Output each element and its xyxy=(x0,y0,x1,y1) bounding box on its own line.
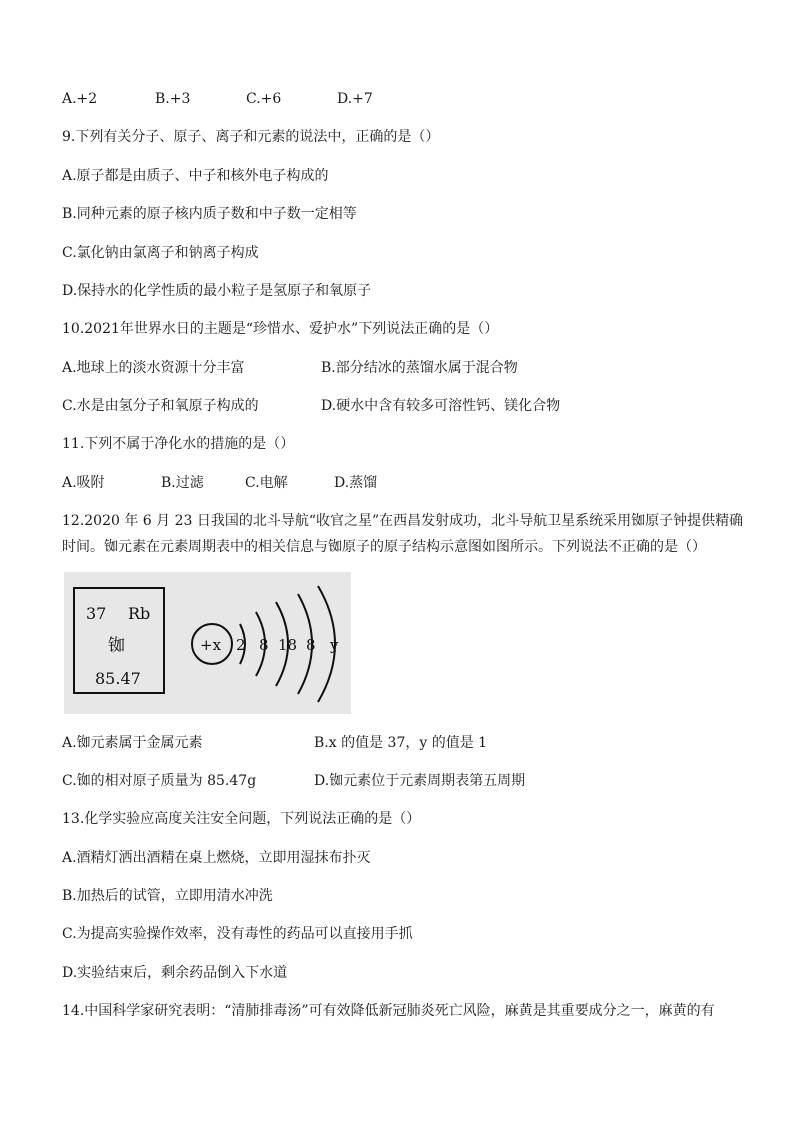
nucleus-charge: +x xyxy=(200,636,222,654)
q8-option-c[interactable]: C.+6 xyxy=(246,91,282,107)
q8-option-d[interactable]: D.+7 xyxy=(337,91,373,107)
q13-option-b[interactable]: B.加热后的试管，立即用清水冲洗 xyxy=(62,888,273,904)
q12-stem-line1: 12.2020 年 6 月 23 日我国的北斗导航“收官之星”在西昌发射成功，北斗导航卫星系统采用铷原子钟提供精确 xyxy=(62,513,744,529)
element-name: 铷 xyxy=(108,636,125,656)
q10-option-b[interactable]: B.部分结冰的蒸馏水属于混合物 xyxy=(321,360,518,376)
q11-stem: 11.下列不属于净化水的措施的是（） xyxy=(62,436,295,452)
shell-count-3: 18 xyxy=(278,636,298,654)
q12-stem-line2: 时间。铷元素在元素周期表中的相关信息与铷原子的原子结构示意图如图所示。下列说法不正确的是（） xyxy=(62,539,706,555)
q9-option-d[interactable]: D.保持水的化学性质的最小粒子是氢原子和氧原子 xyxy=(62,283,372,299)
element-atomic-number: 37 xyxy=(86,604,107,623)
q13-option-a[interactable]: A.酒精灯洒出酒精在桌上燃烧，立即用湿抹布扑灭 xyxy=(62,850,371,866)
q10-option-a[interactable]: A.地球上的淡水资源十分丰富 xyxy=(62,360,245,376)
q9-option-b[interactable]: B.同种元素的原子核内质子数和中子数一定相等 xyxy=(62,206,357,222)
shell-count-2: 8 xyxy=(259,636,269,654)
q9-stem: 9.下列有关分子、原子、离子和元素的说法中，正确的是（） xyxy=(62,129,440,145)
q12-option-d[interactable]: D.铷元素位于元素周期表第五周期 xyxy=(314,773,526,789)
q14-stem-line1: 14.中国科学家研究表明：“清肺排毒汤”可有效降低新冠肺炎死亡风险，麻黄是其重要成分之一，麻黄的有 xyxy=(62,1003,715,1019)
q11-option-a[interactable]: A.吸附 xyxy=(62,475,105,491)
q12-option-b[interactable]: B.x 的值是 37，y 的值是 1 xyxy=(314,735,488,751)
q11-option-c[interactable]: C.电解 xyxy=(245,475,288,491)
shell-count-1: 2 xyxy=(236,636,246,654)
q13-stem: 13.化学实验应高度关注安全问题，下列说法正确的是（） xyxy=(62,811,421,827)
q11-option-d[interactable]: D.蒸馏 xyxy=(334,475,378,491)
q13-option-c[interactable]: C.为提高实验操作效率，没有毒性的药品可以直接用手抓 xyxy=(62,926,413,942)
element-mass: 85.47 xyxy=(95,669,141,688)
q8-option-b[interactable]: B.+3 xyxy=(155,91,191,107)
q12-option-a[interactable]: A.铷元素属于金属元素 xyxy=(62,735,203,751)
shell-count-4: 8 xyxy=(306,636,316,654)
q8-option-a[interactable]: A.+2 xyxy=(62,91,98,107)
rubidium-figure xyxy=(64,572,351,714)
q10-option-c[interactable]: C.水是由氢分子和氧原子构成的 xyxy=(62,398,259,414)
q9-option-c[interactable]: C.氯化钠由氯离子和钠离子构成 xyxy=(62,245,259,261)
q13-option-d[interactable]: D.实验结束后，剩余药品倒入下水道 xyxy=(62,965,288,981)
element-symbol: Rb xyxy=(128,604,151,623)
rubidium-diagram xyxy=(64,572,351,714)
q9-option-a[interactable]: A.原子都是由质子、中子和核外电子构成的 xyxy=(62,168,329,184)
q10-option-d[interactable]: D.硬水中含有较多可溶性钙、镁化合物 xyxy=(321,398,561,414)
q12-option-c[interactable]: C.铷的相对原子质量为 85.47g xyxy=(62,773,257,789)
shell-count-5: y xyxy=(330,636,339,654)
q10-stem: 10.2021年世界水日的主题是“珍惜水、爱护水”下列说法正确的是（） xyxy=(62,321,499,337)
q11-option-b[interactable]: B.过滤 xyxy=(161,475,204,491)
